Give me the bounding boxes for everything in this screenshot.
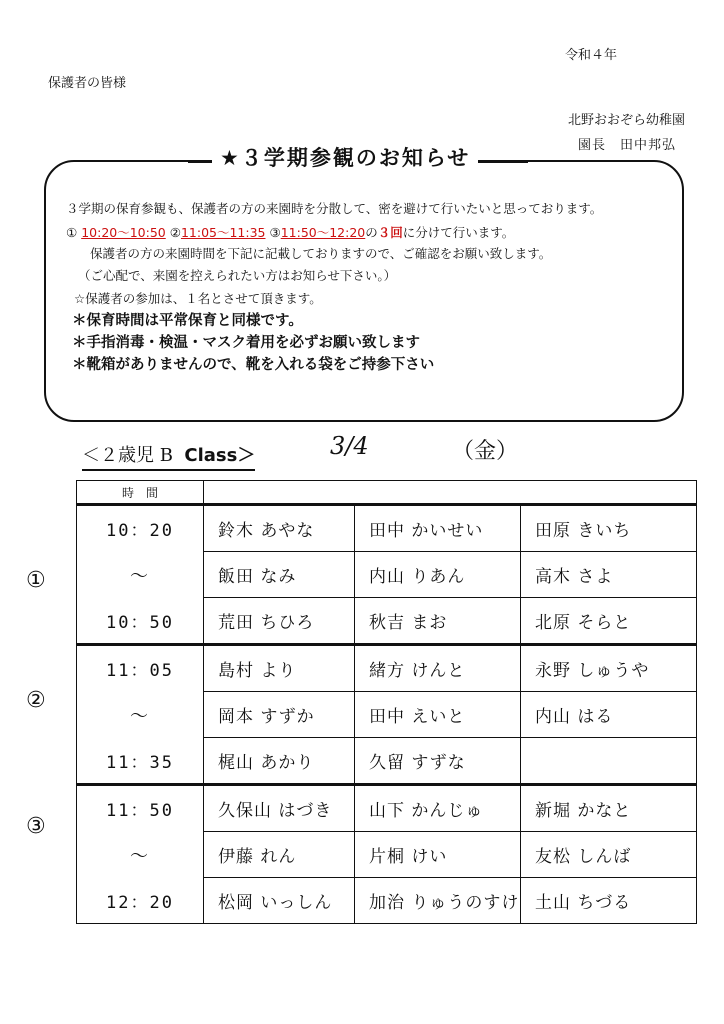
child-name: 梶山 あかり <box>204 738 355 785</box>
child-name: 高木 さよ <box>521 552 697 598</box>
group-2-end: 11：35 <box>77 738 204 785</box>
slot2-time: 11:05～11:35 <box>180 225 266 240</box>
group-2-start: 11：05 <box>77 645 204 692</box>
school-name: 北野おおぞら幼稚園 <box>568 113 686 128</box>
child-name: 久保山 はづき <box>204 785 355 832</box>
line2-suffix: に分けて行います。 <box>402 225 515 240</box>
child-name <box>521 738 697 785</box>
child-name: 久留 すずな <box>355 738 521 785</box>
table-row <box>77 785 697 832</box>
slot3-mark: ③ <box>269 225 281 240</box>
notice-line-4: （ご心配で、来園を控えられたい方はお知らせ下さい。） <box>78 268 397 283</box>
child-name: 新堀 かなと <box>521 785 697 832</box>
child-name: 田中 かいせい <box>355 505 521 552</box>
header-row <box>77 481 697 505</box>
time-header: 時 間 <box>77 481 204 505</box>
addressee: 保護者の皆様 <box>48 76 127 91</box>
group-3-end: 12：20 <box>77 878 204 924</box>
child-name: 内山 りあん <box>355 552 521 598</box>
group-3-start: 11：50 <box>77 785 204 832</box>
class-weekday: （金） <box>452 439 519 464</box>
line2-connector: の <box>365 225 378 240</box>
table-row <box>77 552 697 598</box>
slot3-time: 11:50～12:20 <box>280 225 366 240</box>
table-row <box>77 692 697 738</box>
table-row <box>77 645 697 692</box>
child-name: 永野 しゅうや <box>521 645 697 692</box>
group-2-wave: 〜 <box>130 705 150 727</box>
group-1-start: 10：20 <box>77 505 204 552</box>
table-row <box>77 878 697 924</box>
class-date: 3/4 <box>330 432 369 460</box>
child-name: 加治 りゅうのすけ <box>355 878 521 924</box>
schedule-table <box>76 480 697 924</box>
child-name: 島村 より <box>204 645 355 692</box>
group-1-mark: ① <box>26 568 46 593</box>
notice-line-6: ＊保育時間は平常保育と同様です。 <box>72 313 303 329</box>
group-1-wave: 〜 <box>130 565 150 587</box>
slot2-mark: ② <box>169 225 181 240</box>
child-name: 土山 ちづる <box>521 878 697 924</box>
principal-title: 園長 <box>578 138 607 153</box>
principal-name: 田中邦弘 <box>620 138 677 153</box>
child-name: 鈴木 あやな <box>204 505 355 552</box>
notice-line-7: ＊手指消毒・検温・マスク着用を必ずお願い致します <box>72 335 420 351</box>
child-name: 田中 えいと <box>355 692 521 738</box>
notice-line-2 <box>66 223 514 241</box>
child-name: 荒田 ちひろ <box>204 598 355 645</box>
class-grade: ＜２歳児 B <box>82 445 173 466</box>
era-year: 令和４年 <box>565 48 618 63</box>
notice-line-8: ＊靴箱がありませんので、靴を入れる袋をご持参下さい <box>72 357 435 373</box>
child-name: 伊藤 れん <box>204 832 355 878</box>
notice-line-1: ３学期の保育参観も、保護者の方の来園時を分散して、密を避けて行いたいと思っております。 <box>66 201 603 216</box>
table-row <box>77 738 697 785</box>
child-name: 山下 かんじゅ <box>355 785 521 832</box>
group-2-mark: ② <box>26 688 46 713</box>
child-name: 田原 きいち <box>521 505 697 552</box>
child-name: 秋吉 まお <box>355 598 521 645</box>
table-row <box>77 832 697 878</box>
group-1-end: 10：50 <box>77 598 204 645</box>
child-name: 友松 しんば <box>521 832 697 878</box>
child-name: 岡本 すずか <box>204 692 355 738</box>
child-name: 北原 そらと <box>521 598 697 645</box>
child-name: 松岡 いっしん <box>204 878 355 924</box>
names-header <box>204 481 697 505</box>
class-word: Class＞ <box>184 445 256 466</box>
slot1-mark: ① <box>66 225 78 240</box>
child-name: 内山 はる <box>521 692 697 738</box>
principal <box>578 134 676 153</box>
group-3-wave: 〜 <box>130 845 150 867</box>
child-name: 緒方 けんと <box>355 645 521 692</box>
group-3-mark: ③ <box>26 814 46 839</box>
child-name: 飯田 なみ <box>204 552 355 598</box>
notice-line-5: ☆保護者の参加は、１名とさせて頂きます。 <box>74 291 322 306</box>
slot-count: ３回 <box>377 225 403 240</box>
slot1-time: 10:20～10:50 <box>81 225 166 240</box>
notice-title: ★３学期参観のお知らせ <box>212 142 478 174</box>
class-label <box>82 441 255 471</box>
table-row <box>77 598 697 645</box>
table-row <box>77 505 697 552</box>
notice-line-3: 保護者の方の来園時間を下記に記載しておりますので、ご確認をお願い致します。 <box>90 246 552 261</box>
child-name: 片桐 けい <box>355 832 521 878</box>
